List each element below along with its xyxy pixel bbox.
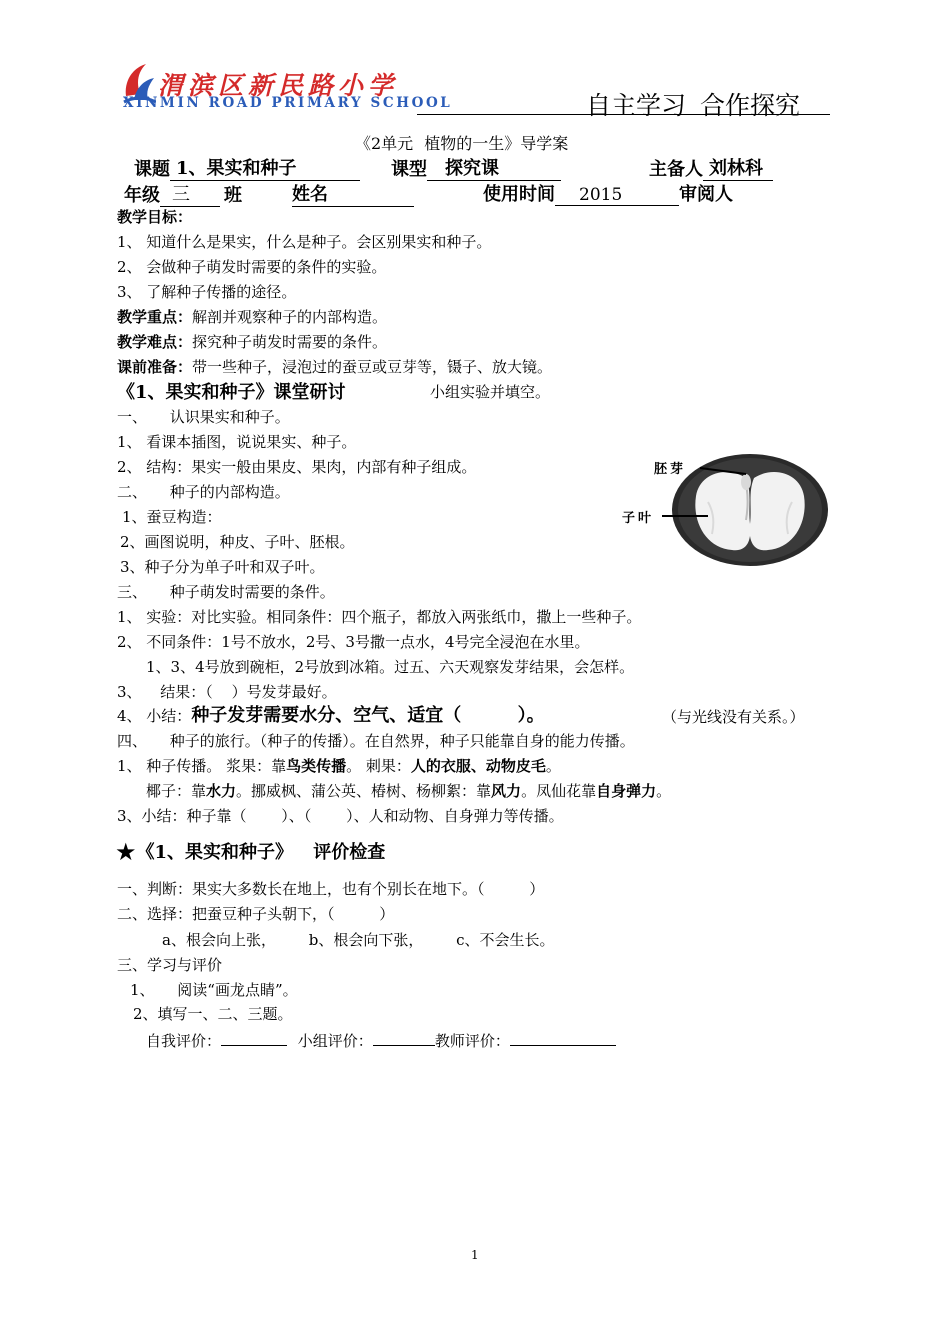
preparer-label: 主备人: [649, 159, 703, 180]
sec4-text: 。凤仙花靠: [521, 782, 597, 800]
sec4-bold: 风力: [491, 782, 522, 800]
sec2-line: 2、画图说明，种皮、子叶、胚根。: [120, 533, 355, 551]
grade-label: 年级: [124, 185, 160, 206]
objective-item: 2、 会做种子萌发时需要的条件的实验。: [117, 258, 387, 276]
class-label: 班: [224, 185, 242, 206]
sec4-bold: 人的衣服、动物皮毛: [410, 757, 546, 775]
objective-item: 1、 知道什么是果实，什么是种子。会区别果实和种子。: [117, 233, 492, 251]
difficulty-label: 教学难点：: [117, 333, 193, 351]
group-eval-label: 小组评价：: [297, 1032, 373, 1050]
sec4-bold: 自身弹力: [596, 782, 657, 800]
sec4-text: 。挪威枫、蒲公英、椿树、杨柳絮：靠: [236, 782, 492, 800]
info-type: [391, 154, 561, 181]
eval-ratings: [146, 1027, 616, 1053]
prep-text: 带一些种子，浸泡过的蚕豆或豆芽等，镊子、放大镜。: [192, 358, 553, 376]
eval-study-2: 2、填写一、二、三题。: [133, 1005, 293, 1023]
topic-value: 1、果实和种子: [170, 154, 360, 181]
time-label: 使用时间: [483, 184, 555, 205]
eval-choice: 二、选择：把蚕豆种子头朝下，（ ）: [117, 905, 395, 923]
topic-label: 课题: [134, 159, 170, 180]
sec2-line: 1、蚕豆构造：: [122, 508, 222, 526]
sec4-heading: 四、 种子的旅行。（种子的传播）。在自然界，种子只能靠自身的能力传播。: [117, 732, 635, 750]
info-grade: [124, 180, 242, 207]
info-row-1: [134, 154, 360, 181]
eval-title: 《1、果实和种子》 评价检查: [136, 842, 386, 863]
sec1-line: 1、 看课本插图，说说果实、种子。: [117, 433, 357, 451]
sec3-line: 3、 结果：（ ）号发芽最好。: [117, 683, 337, 701]
summary-note: （与光线没有关系。）: [662, 708, 805, 726]
self-eval-blank[interactable]: [221, 1027, 287, 1046]
difficulty-text: 探究种子萌发时需要的条件。: [192, 333, 388, 351]
sec3-line: 2、 不同条件：1号不放水，2号、3号撒一点水，4号完全浸泡在水里。: [117, 633, 590, 651]
key-point-text: 解剖并观察种子的内部构造。: [192, 308, 388, 326]
sec1-heading: 一、 认识果实和种子。: [117, 408, 290, 426]
self-eval-label: 自我评价：: [146, 1032, 222, 1050]
sec4-bold: 水力: [206, 782, 237, 800]
sec4-text: 。: [656, 782, 672, 800]
eval-judge: 一、判断：果实大多数长在地上，也有个别长在地下。（ ）: [117, 880, 545, 898]
objective-item: 3、 了解种子传播的途径。: [117, 283, 297, 301]
embryo-label: 胚芽: [654, 462, 687, 477]
sec2-heading: 二、 种子的内部构造。: [117, 483, 290, 501]
teacher-eval-label: 教师评价：: [434, 1032, 510, 1050]
star-icon: ★: [115, 838, 137, 866]
difficulty: [117, 330, 387, 354]
cotyledon-label: 子叶: [622, 511, 655, 526]
name-label: 姓名: [292, 180, 414, 207]
sec4-text: 1、 种子传播。 浆果：靠: [117, 757, 287, 775]
sec3-summary: [117, 704, 545, 728]
doc-title: 《2单元 植物的一生》导学案: [355, 134, 569, 153]
eval-options: a、根会向上张， b、根会向下张， c、不会生长。: [162, 931, 555, 949]
sec3-heading: 三、 种子萌发时需要的条件。: [117, 583, 335, 601]
eval-title-row: [115, 838, 385, 866]
sec2-line: 3、种子分为单子叶和双子叶。: [120, 558, 325, 576]
motto: 自主学习 合作探究: [586, 91, 800, 120]
eval-study: 三、学习与评价: [117, 956, 223, 974]
info-preparer: [649, 154, 773, 181]
objectives-heading: 教学目标：: [117, 208, 193, 226]
info-name: [292, 180, 414, 207]
summary-bold: 种子发芽需要水分、空气、适宜（ ）。: [191, 705, 545, 726]
sec4-text: 椰子：靠: [146, 782, 207, 800]
sec4-line-1: [117, 754, 561, 778]
sec4-bold: 鸟类传播: [286, 757, 347, 775]
prep: [117, 355, 552, 379]
study-note: 小组实验并填空。: [430, 383, 551, 401]
sec4-text: 。 刺果：: [346, 757, 411, 775]
time-value: 2015: [555, 185, 679, 206]
preparer-value: 刘林科: [703, 154, 773, 181]
school-name-en: XINMIN ROAD PRIMARY SCHOOL: [123, 95, 453, 111]
sec4-line-2: [146, 779, 671, 803]
eval-study-1: 1、 阅读“画龙点睛”。: [130, 981, 298, 999]
study-title: 《1、果实和种子》课堂研讨: [117, 382, 346, 403]
key-point-label: 教学重点：: [117, 308, 193, 326]
summary-prefix: 4、 小结：: [117, 707, 192, 725]
sec3-line: 1、3、4号放到碗柜，2号放到冰箱。过五、六天观察发芽结果，会怎样。: [146, 658, 635, 676]
sec3-line: 1、 实验：对比实验。相同条件：四个瓶子，都放入两张纸巾，撒上一些种子。: [117, 608, 642, 626]
sec4-text: 。: [545, 757, 561, 775]
teacher-eval-blank[interactable]: [510, 1027, 616, 1046]
broad-bean-seed-figure: [608, 452, 830, 574]
type-label: 课型: [391, 159, 427, 180]
reviewer-label: 审阅人: [679, 184, 733, 205]
grade-value: 三: [160, 180, 220, 207]
prep-label: 课前准备：: [117, 358, 193, 376]
key-point: [117, 305, 387, 329]
page-number: 1: [471, 1248, 479, 1262]
sec1-line: 2、 结构：果实一般由果皮、果肉，内部有种子组成。: [117, 458, 477, 476]
group-eval-blank[interactable]: [373, 1027, 435, 1046]
type-value: 探究课: [427, 154, 561, 181]
info-time: [483, 180, 733, 206]
sec4-line: 3、小结：种子靠（ ）、（ ）、人和动物、自身弹力等传播。: [117, 807, 564, 825]
school-name-cn: 渭滨区新民路小学: [158, 71, 399, 100]
